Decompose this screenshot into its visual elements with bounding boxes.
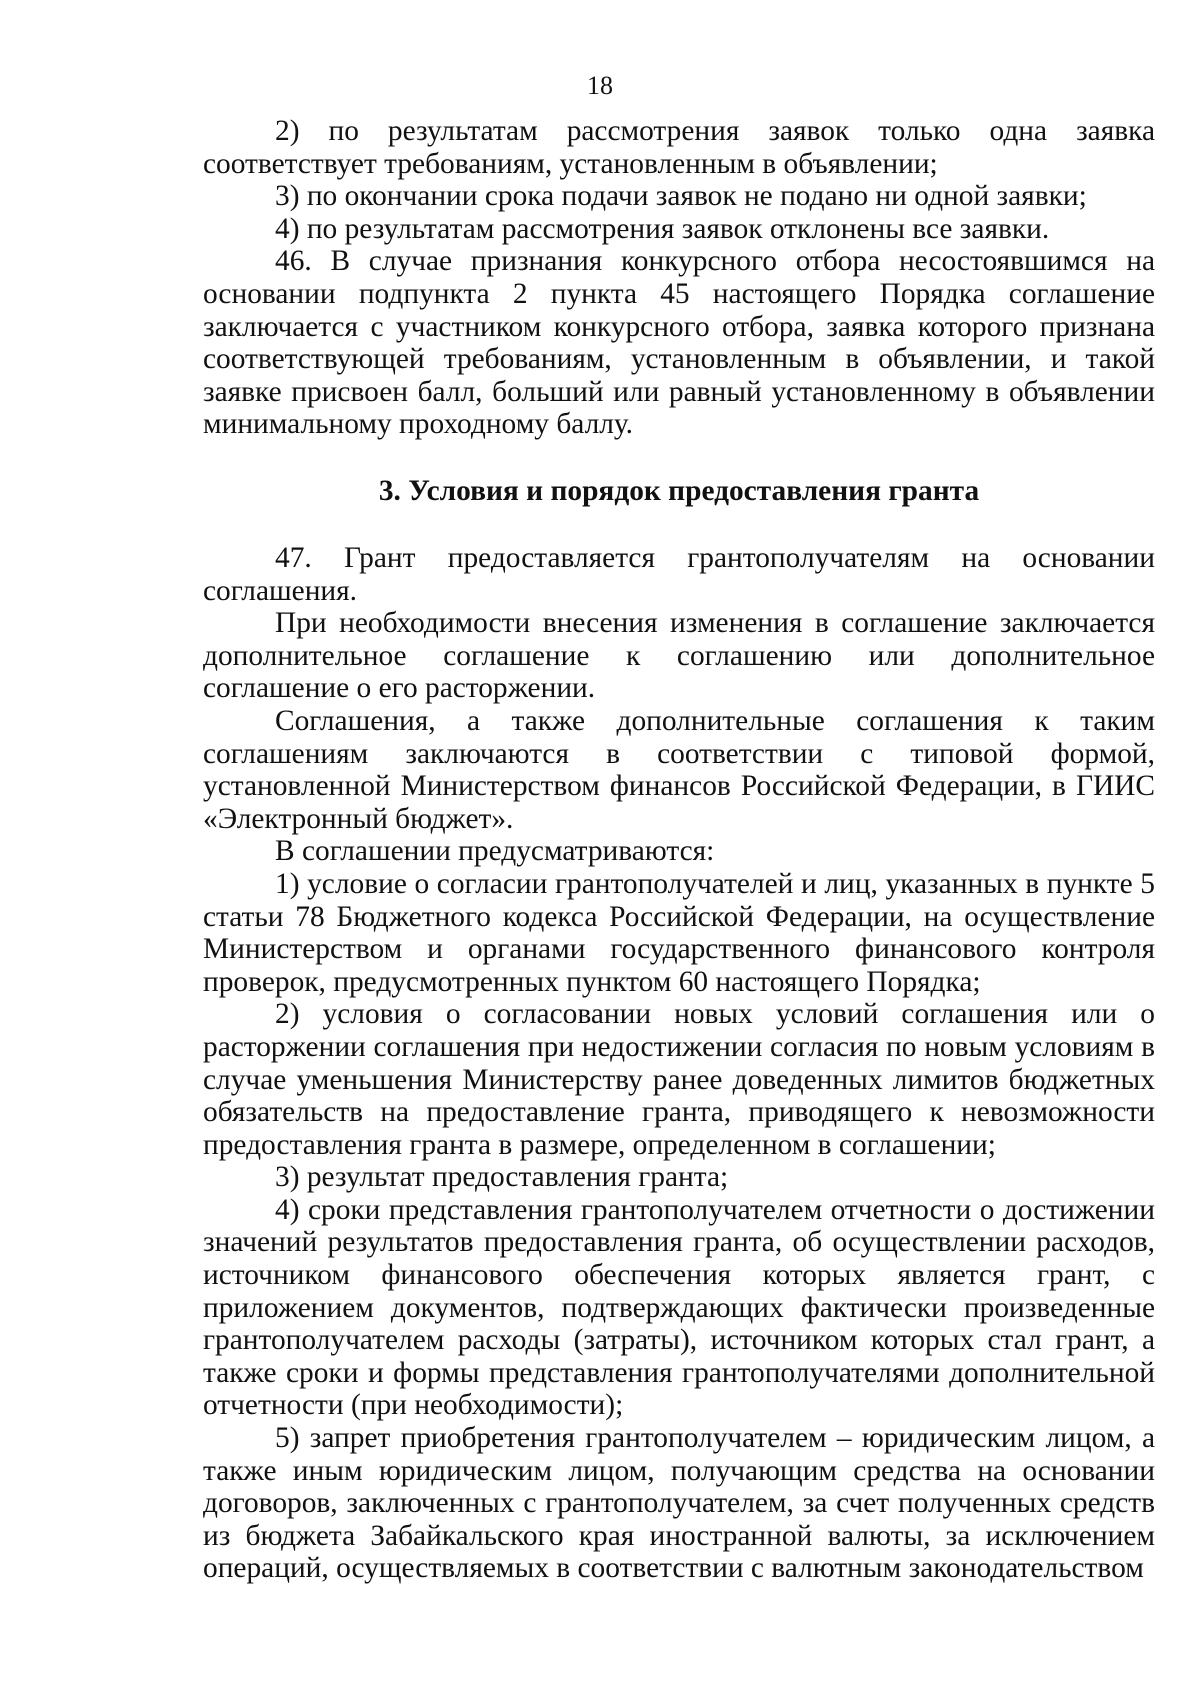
section-heading: 3. Условия и порядок предоставления гранта (378, 475, 980, 507)
paragraph-46: 46. В случае признания конкурсного отбора несостоявшимся на основании подпункта 2 пункта 45 настоящего Порядка соглашение заключается с участником конкурсного отбора, заявка которого признана соответствующей требованиям, установленным в объявлении, и такой заявке присвоен балл, больший или равный установленному в объявлении минимальному проходному баллу. (203, 245, 1155, 441)
paragraph-condition-5: 5) запрет приобретения грантополучателем – юридическим лицом, а также иным юридическим лицом, получающим средства на основании договоров, заключенных с грантополучателем, за счет полученных средств из бюджета Забайкальского края иностранной валюты, за исключением операций, осуществляемых в соответствии с валютным законодательством (203, 1422, 1155, 1585)
paragraph-47: 47. Грант предоставляется грантополучателям на основании соглашения. (203, 542, 1155, 607)
paragraph-condition-4: 4) сроки представления грантополучателем отчетности о достижении значений результатов предоставления гранта, об осуществлении расходов, источником финансового обеспечения которых является грант, с приложением документов, подтверждающих фактически произведенные грантополучателем расходы (затраты), источником которых стал грант, а также сроки и формы представления грантополучателями дополнительной отчетности (при необходимости); (203, 1193, 1155, 1422)
page-number: 18 (587, 71, 613, 100)
text-block-bottom (203, 542, 1155, 1585)
paragraph-condition-2: 2) условия о согласовании новых условий соглашения или о расторжении соглашения при недостижении согласия по новым условиям в случае уменьшения Министерству ранее доведенных лимитов бюджетных обязательств на предоставление гранта, приводящего к невозможности предоставления гранта в размере, определенном в соглашении; (203, 998, 1155, 1161)
paragraph-condition-1: 1) условие о согласии грантополучателей и лиц, указанных в пункте 5 статьи 78 Бюджетного кодекса Российской Федерации, на осуществление Министерством и органами государственного финансового контроля проверок, предусмотренных пунктом 60 настоящего Порядка; (203, 867, 1155, 998)
paragraph-condition-3: 3) результат предоставления гранта; (275, 1161, 729, 1194)
paragraph-subitem-4: 4) по результатам рассмотрения заявок отклонены все заявки. (275, 212, 1050, 245)
paragraph-standard-form: Соглашения, а также дополнительные соглашения к таким соглашениям заключаются в соответствии с типовой формой, установленной Министерством финансов Российской Федерации, в ГИИС «Электронный бюджет». (203, 704, 1155, 835)
paragraph-agreement-provides: В соглашении предусматриваются: (275, 835, 715, 868)
text-block-top (203, 115, 1155, 441)
paragraph-subitem-3: 3) по окончании срока подачи заявок не подано ни одной заявки; (275, 180, 1087, 213)
paragraph-subitem-2: 2) по результатам рассмотрения заявок только одна заявка соответствует требованиям, установленным в объявлении; (203, 115, 1155, 180)
paragraph-amendment: При необходимости внесения изменения в соглашение заключается дополнительное соглашение к соглашению или дополнительное соглашение о его расторжении. (203, 607, 1155, 705)
